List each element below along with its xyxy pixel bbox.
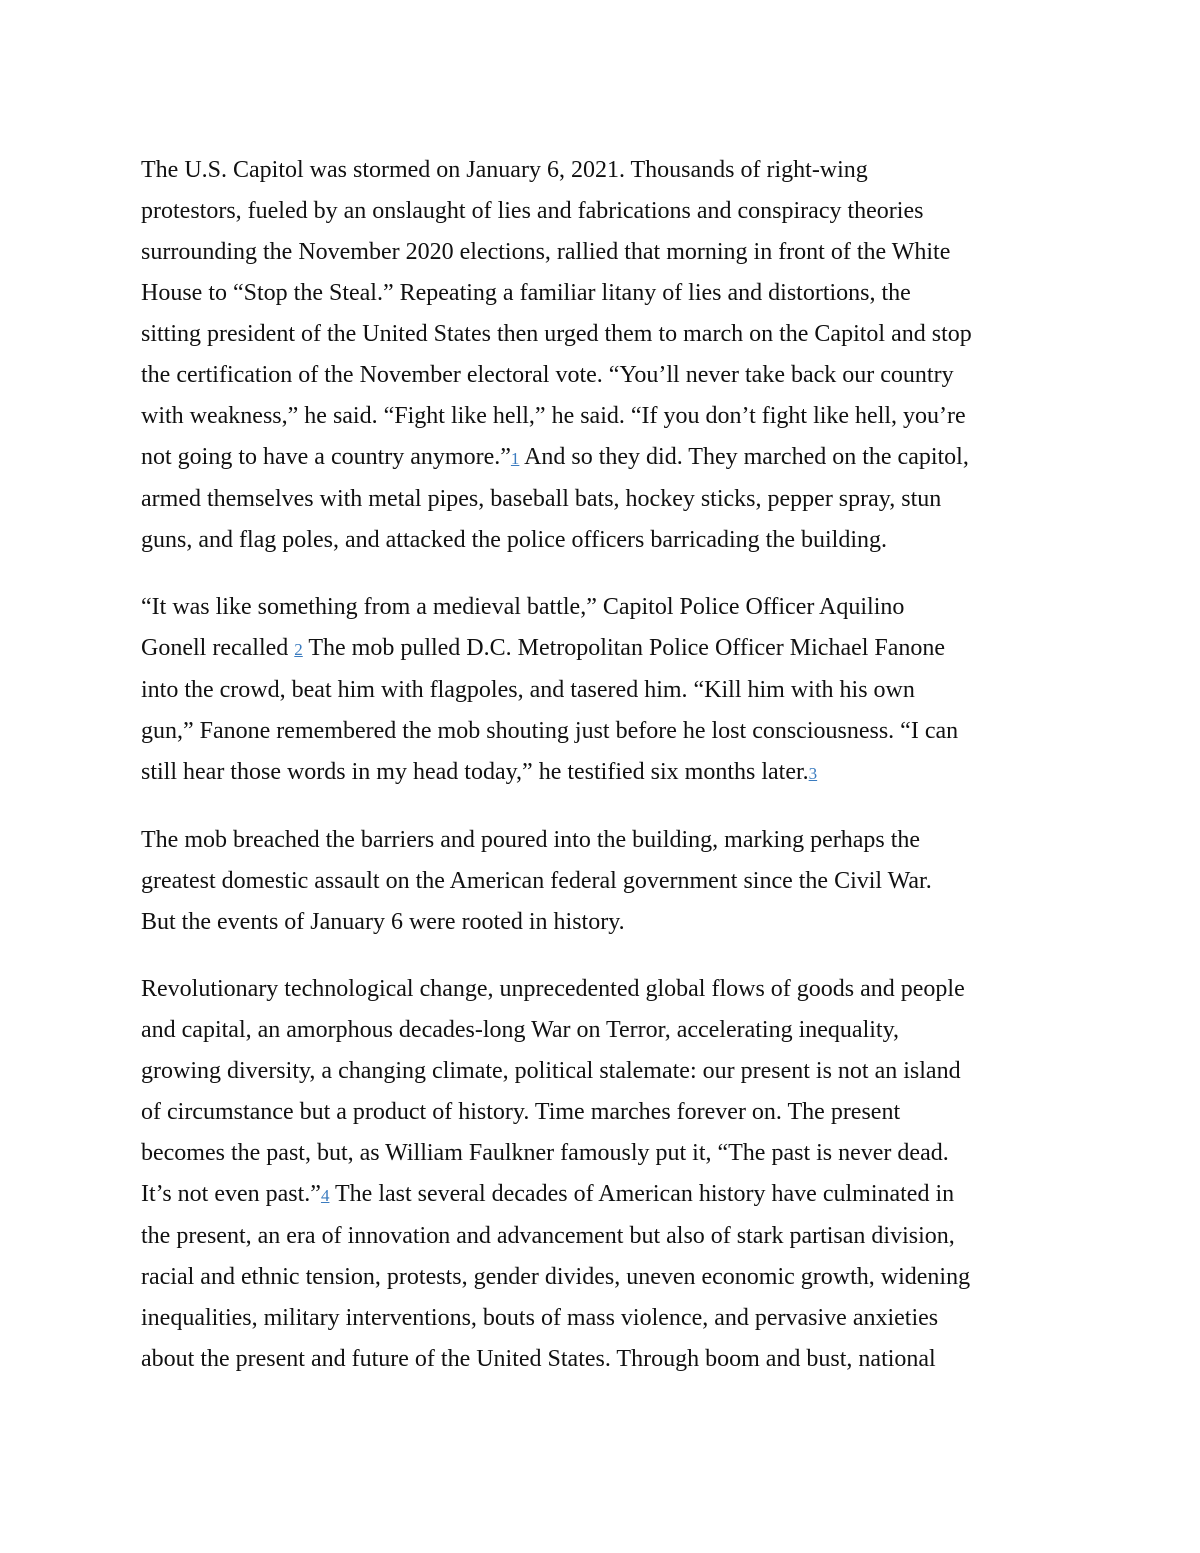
text-run: guns, and flag poles, and attacked the police officers barricading the building. <box>141 527 887 553</box>
paragraph <box>141 587 1061 794</box>
text-run: the present, an era of innovation and advancement but also of stark partisan division, <box>141 1223 955 1249</box>
text-line <box>141 711 1061 752</box>
text-line <box>141 150 1061 191</box>
text-run: becomes the past, but, as William Faulkner famously put it, “The past is never dead. <box>141 1140 949 1166</box>
text-line <box>141 1298 1061 1339</box>
text-run: about the present and future of the United States. Through boom and bust, national <box>141 1346 936 1372</box>
text-run: inequalities, military interventions, bouts of mass violence, and pervasive anxieties <box>141 1305 939 1331</box>
text-line <box>141 1339 1061 1380</box>
text-run: of circumstance but a product of history. Time marches forever on. The present <box>141 1099 901 1125</box>
text-run: sitting president of the United States then urged them to march on the Capitol and stop <box>141 321 972 347</box>
text-run: gun,” Fanone remembered the mob shouting just before he lost consciousness. “I can <box>141 718 959 744</box>
text-line <box>141 820 1061 861</box>
document-body <box>141 150 1061 1406</box>
text-run: And so they did. They marched on the capitol, <box>519 444 969 470</box>
text-run: “It was like something from a medieval battle,” Capitol Police Officer Aquilino <box>141 594 905 620</box>
text-run: Gonell recalled <box>141 635 295 661</box>
text-run: racial and ethnic tension, protests, gender divides, uneven economic growth, widening <box>141 1264 971 1290</box>
text-line <box>141 902 1061 943</box>
text-run: armed themselves with metal pipes, baseball bats, hockey sticks, pepper spray, stun <box>141 486 942 512</box>
text-line <box>141 1133 1061 1174</box>
text-run: greatest domestic assault on the American federal government since the Civil War. <box>141 868 932 894</box>
text-line <box>141 670 1061 711</box>
text-line <box>141 396 1061 437</box>
text-run: House to “Stop the Steal.” Repeating a familiar litany of lies and distortions, the <box>141 280 911 306</box>
text-line <box>141 628 1061 670</box>
text-run: The mob pulled D.C. Metropolitan Police Officer Michael Fanone <box>302 635 946 661</box>
paragraph <box>141 820 1061 943</box>
text-line <box>141 587 1061 628</box>
text-run: and capital, an amorphous decades-long War on Terror, accelerating inequality, <box>141 1017 900 1043</box>
text-run: The U.S. Capitol was stormed on January 6, 2021. Thousands of right-wing <box>141 157 868 183</box>
text-line <box>141 1010 1061 1051</box>
text-run: the certification of the November electoral vote. “You’ll never take back our country <box>141 362 954 388</box>
footnote-link[interactable]: 1 <box>510 449 520 468</box>
text-line <box>141 355 1061 396</box>
text-run: It’s not even past.” <box>141 1181 321 1207</box>
text-line <box>141 1257 1061 1298</box>
text-line <box>141 1092 1061 1133</box>
footnote-link[interactable]: 2 <box>294 640 303 659</box>
text-run: still hear those words in my head today,” he testified six months later. <box>141 759 809 785</box>
text-line <box>141 314 1061 355</box>
text-line <box>141 1051 1061 1092</box>
text-line <box>141 437 1061 479</box>
text-line <box>141 520 1061 561</box>
paragraph <box>141 969 1061 1380</box>
text-line <box>141 191 1061 232</box>
text-run: The last several decades of American history have culminated in <box>329 1181 955 1207</box>
text-run: But the events of January 6 were rooted in history. <box>141 909 625 935</box>
text-run: The mob breached the barriers and poured into the building, marking perhaps the <box>141 827 921 853</box>
text-run: into the crowd, beat him with flagpoles, and tasered him. “Kill him with his own <box>141 677 915 703</box>
paragraph <box>141 150 1061 561</box>
text-line <box>141 273 1061 314</box>
text-run: with weakness,” he said. “Fight like hell,” he said. “If you don’t fight like hell, you’re <box>141 403 966 429</box>
text-line <box>141 479 1061 520</box>
text-line <box>141 969 1061 1010</box>
text-line <box>141 1216 1061 1257</box>
text-line <box>141 1174 1061 1216</box>
text-run: protestors, fueled by an onslaught of lies and fabrications and conspiracy theories <box>141 198 924 224</box>
text-line <box>141 752 1061 794</box>
text-run: not going to have a country anymore.” <box>141 444 511 470</box>
footnote-link[interactable]: 3 <box>808 764 818 783</box>
text-run: surrounding the November 2020 elections, rallied that morning in front of the White <box>141 239 951 265</box>
text-run: Revolutionary technological change, unprecedented global flows of goods and people <box>141 976 965 1002</box>
text-line <box>141 861 1061 902</box>
footnote-link[interactable]: 4 <box>320 1186 330 1205</box>
text-run: growing diversity, a changing climate, political stalemate: our present is not an island <box>141 1058 961 1084</box>
text-line <box>141 232 1061 273</box>
